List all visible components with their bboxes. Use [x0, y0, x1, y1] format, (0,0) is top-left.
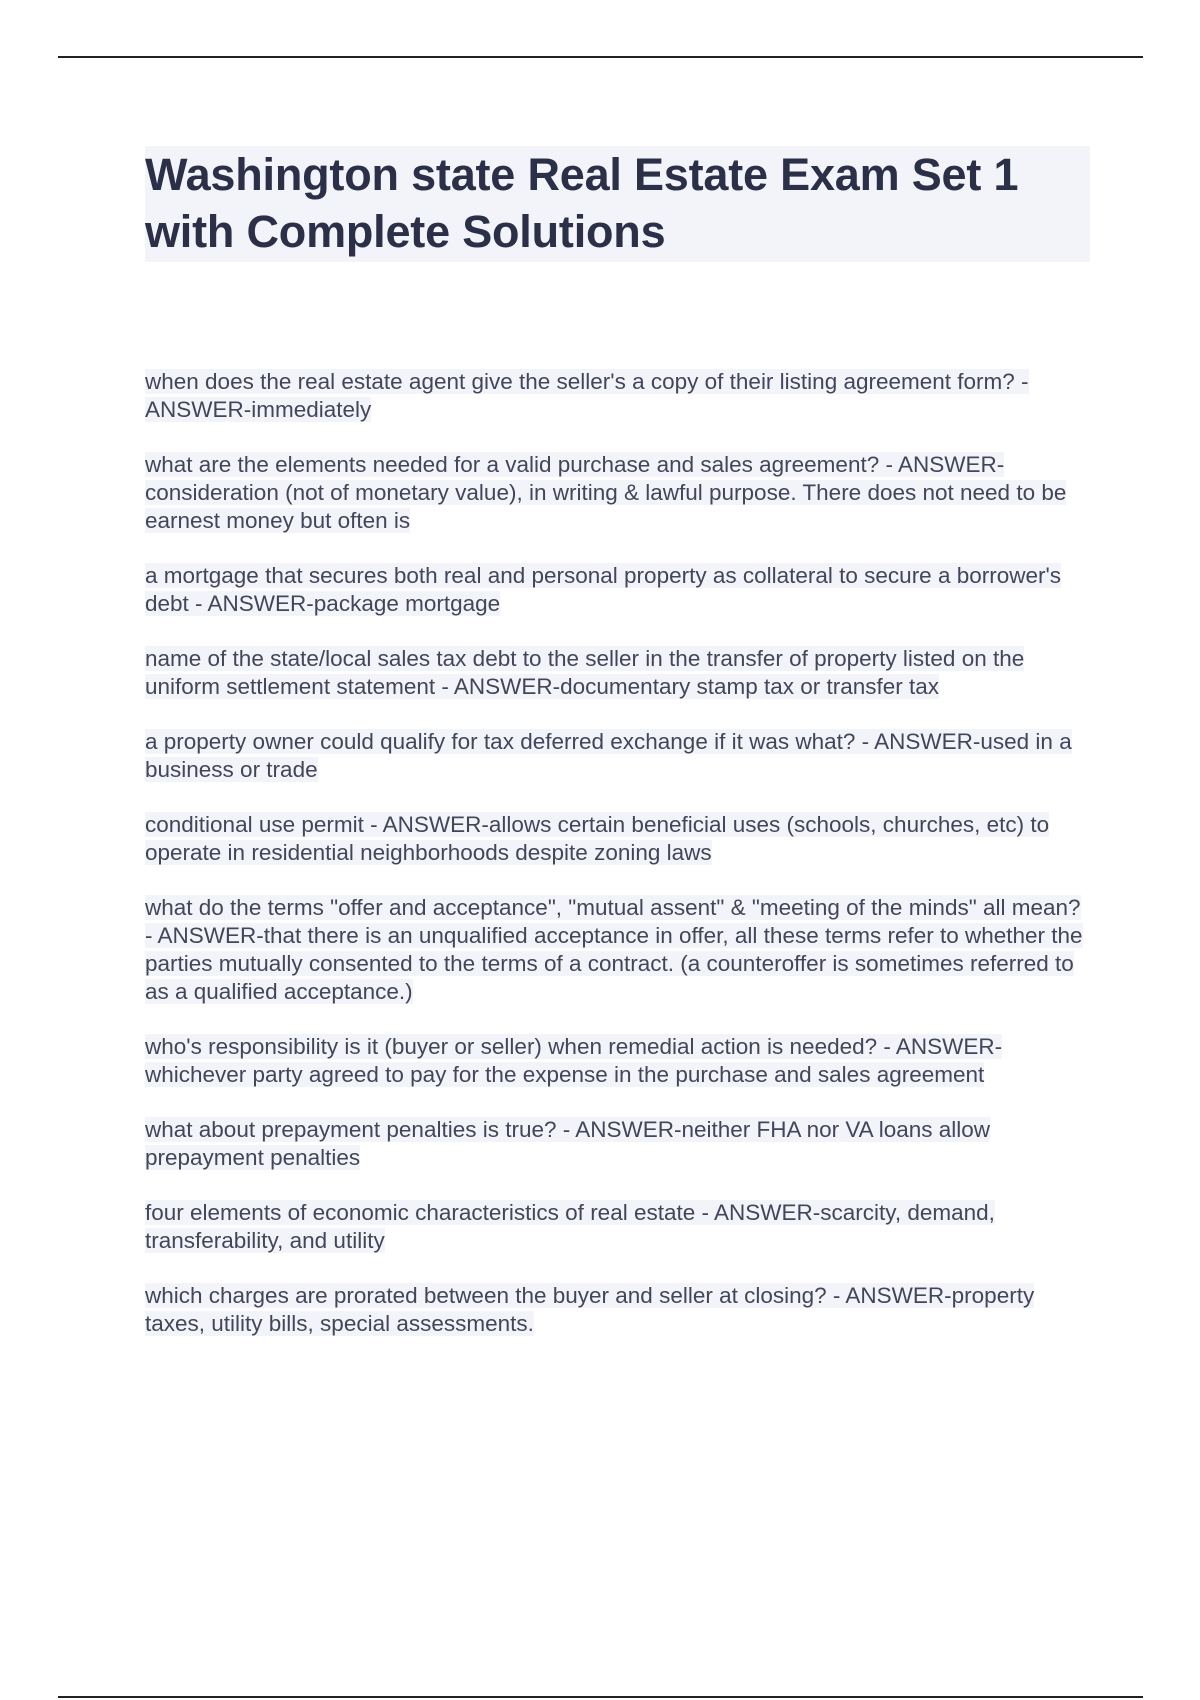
qa-list: [145, 368, 1090, 1365]
document-title: Washington state Real Estate Exam Set 1 with Complete Solutions: [145, 149, 1019, 257]
qa-text: what are the elements needed for a valid purchase and sales agreement? - ANSWER-consideration (not of monetary value), in writing & lawful purpose. There does not need to be earnest money but often is: [145, 452, 1067, 533]
qa-item: [145, 368, 1090, 424]
qa-text: name of the state/local sales tax debt to the seller in the transfer of property listed on the uniform settlement statement - ANSWER-documentary stamp tax or transfer tax: [145, 646, 1025, 699]
qa-item: [145, 1116, 1090, 1172]
qa-item: [145, 894, 1090, 1006]
qa-item: [145, 811, 1090, 867]
qa-item: [145, 1033, 1090, 1089]
qa-text: when does the real estate agent give the seller's a copy of their listing agreement form? - ANSWER-immediately: [145, 369, 1029, 422]
qa-item: [145, 645, 1090, 701]
title-block: [145, 146, 1090, 262]
bottom-divider: [58, 1696, 1143, 1698]
qa-text: who's responsibility is it (buyer or seller) when remedial action is needed? - ANSWER-whichever party agreed to pay for the expense in the purchase and sales agreement: [145, 1034, 1003, 1087]
qa-text: what about prepayment penalties is true? - ANSWER-neither FHA nor VA loans allow prepayment penalties: [145, 1117, 991, 1170]
qa-item: [145, 728, 1090, 784]
qa-item: [145, 1282, 1090, 1338]
qa-text: four elements of economic characteristics of real estate - ANSWER-scarcity, demand, transferability, and utility: [145, 1200, 995, 1253]
qa-item: [145, 451, 1090, 535]
qa-text: a mortgage that secures both real and personal property as collateral to secure a borrower's debt - ANSWER-package mortgage: [145, 563, 1062, 616]
qa-text: a property owner could qualify for tax deferred exchange if it was what? - ANSWER-used in a business or trade: [145, 729, 1072, 782]
qa-text: which charges are prorated between the buyer and seller at closing? - ANSWER-property taxes, utility bills, special assessments.: [145, 1283, 1035, 1336]
qa-text: what do the terms "offer and acceptance", "mutual assent" & "meeting of the minds" all mean? - ANSWER-that there is an unqualified acceptance in offer, all these terms refer to whether the parties mutually consented to the terms of a contract. (a counteroffer is sometimes referred to as a qualified acceptance.): [145, 895, 1083, 1004]
qa-item: [145, 562, 1090, 618]
qa-item: [145, 1199, 1090, 1255]
qa-text: conditional use permit - ANSWER-allows certain beneficial uses (schools, churches, etc) to operate in residential neighborhoods despite zoning laws: [145, 812, 1050, 865]
top-divider: [58, 56, 1143, 58]
